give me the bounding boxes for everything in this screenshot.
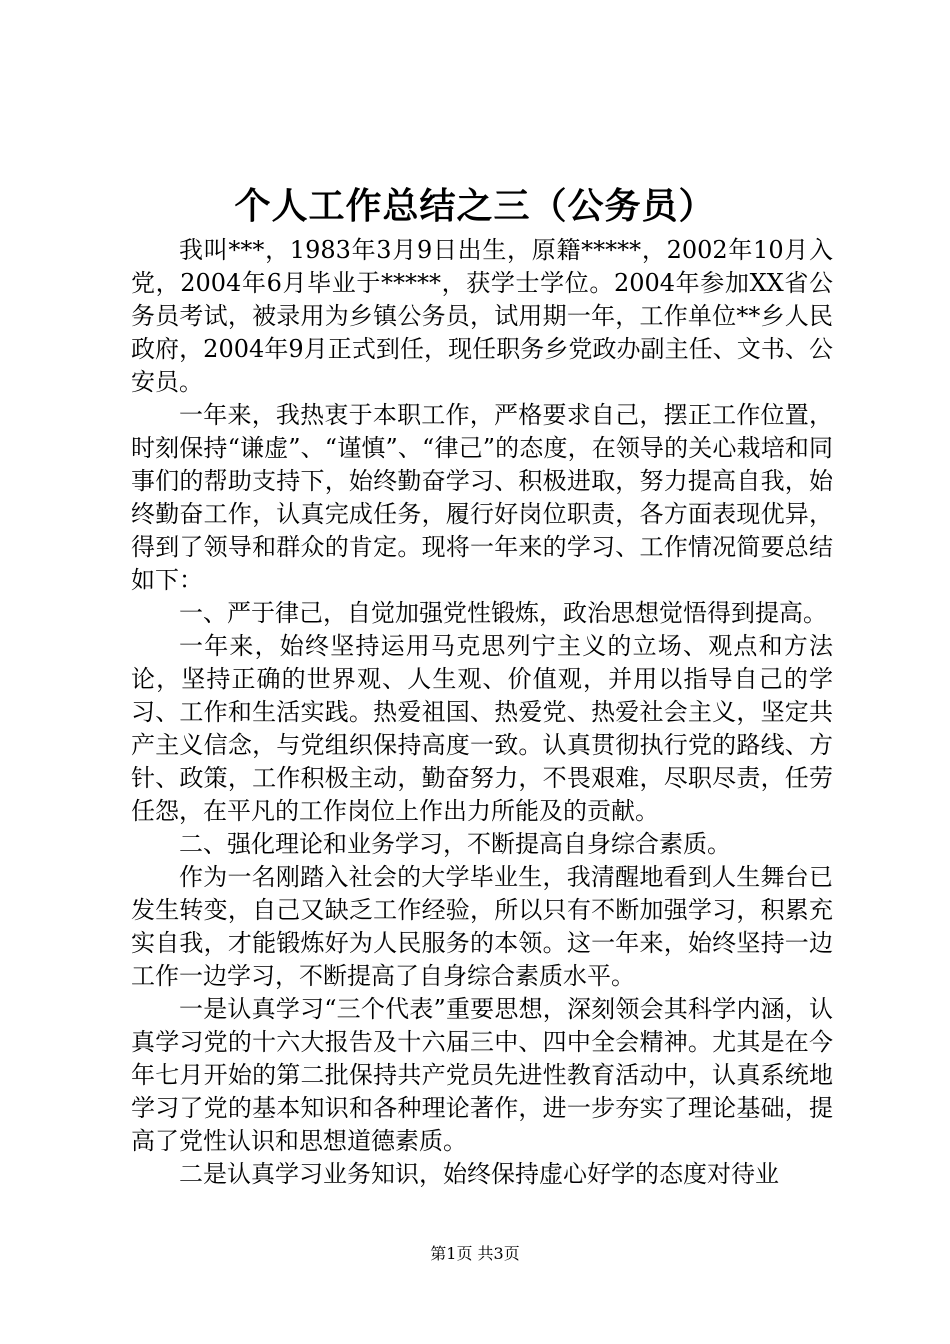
paragraph: 二是认真学习业务知识，始终保持虚心好学的态度对待业 (179, 1160, 779, 1188)
paragraph: 一是认真学习“三个代表”重要思想，深刻领会其科学内涵，认真学习党的十六大报告及十六届三中、四中全会精神。尤其是在今年七月开始的第二批保持共产党员先进性教育活动中，认真系统地学习了党的基本知识和各种理论著作，进一步夯实了理论基础，提高了党性认识和思想道德素质。 (131, 995, 833, 1155)
paragraph: 作为一名刚踏入社会的大学毕业生，我清醒地看到人生舞台已发生转变，自己又缺乏工作经验，所以只有不断加强学习，积累充实自我，才能锻炼好为人民服务的本领。这一年来，始终坚持一边工作一边学习，不断提高了自身综合素质水平。 (131, 863, 833, 990)
paragraph: 一年来，我热衷于本职工作，严格要求自己，摆正工作位置，时刻保持“谦虚”、“谨慎”、“律己”的态度，在领导的关心栽培和同事们的帮助支持下，始终勤奋学习、积极进取，努力提高自我，始终勤奋工作，认真完成任务，履行好岗位职责，各方面表现优异，得到了领导和群众的肯定。现将一年来的学习、工作情况简要总结如下： (131, 401, 833, 594)
page-footer: 第1页 共3页 (430, 1244, 520, 1263)
section-heading: 二、强化理论和业务学习，不断提高自身综合素质。 (179, 830, 731, 858)
paragraph: 一年来，始终坚持运用马克思列宁主义的立场、观点和方法论，坚持正确的世界观、人生观、价值观，并用以指导自己的学习、工作和生活实践。热爱祖国、热爱党、热爱社会主义，坚定共产主义信念，与党组织保持高度一致。认真贯彻执行党的路线、方针、政策，工作积极主动，勤奋努力，不畏艰难，尽职尽责，任劳任怨，在平凡的工作岗位上作出力所能及的贡献。 (131, 632, 833, 825)
paragraph: 我叫***，1983年3月9日出生，原籍*****，2002年10月入党，2004年6月毕业于*****，获学士学位。2004年参加XX省公务员考试，被录用为乡镇公务员，试用期一年，工作单位**乡人民政府，2004年9月正式到任，现任职务乡党政办副主任、文书、公安员。 (131, 236, 833, 396)
document-body (131, 234, 833, 1191)
section-heading: 一、严于律己，自觉加强党性锻炼，政治思想觉悟得到提高。 (179, 599, 827, 627)
document-title: 个人工作总结之三（公务员） (234, 185, 716, 227)
